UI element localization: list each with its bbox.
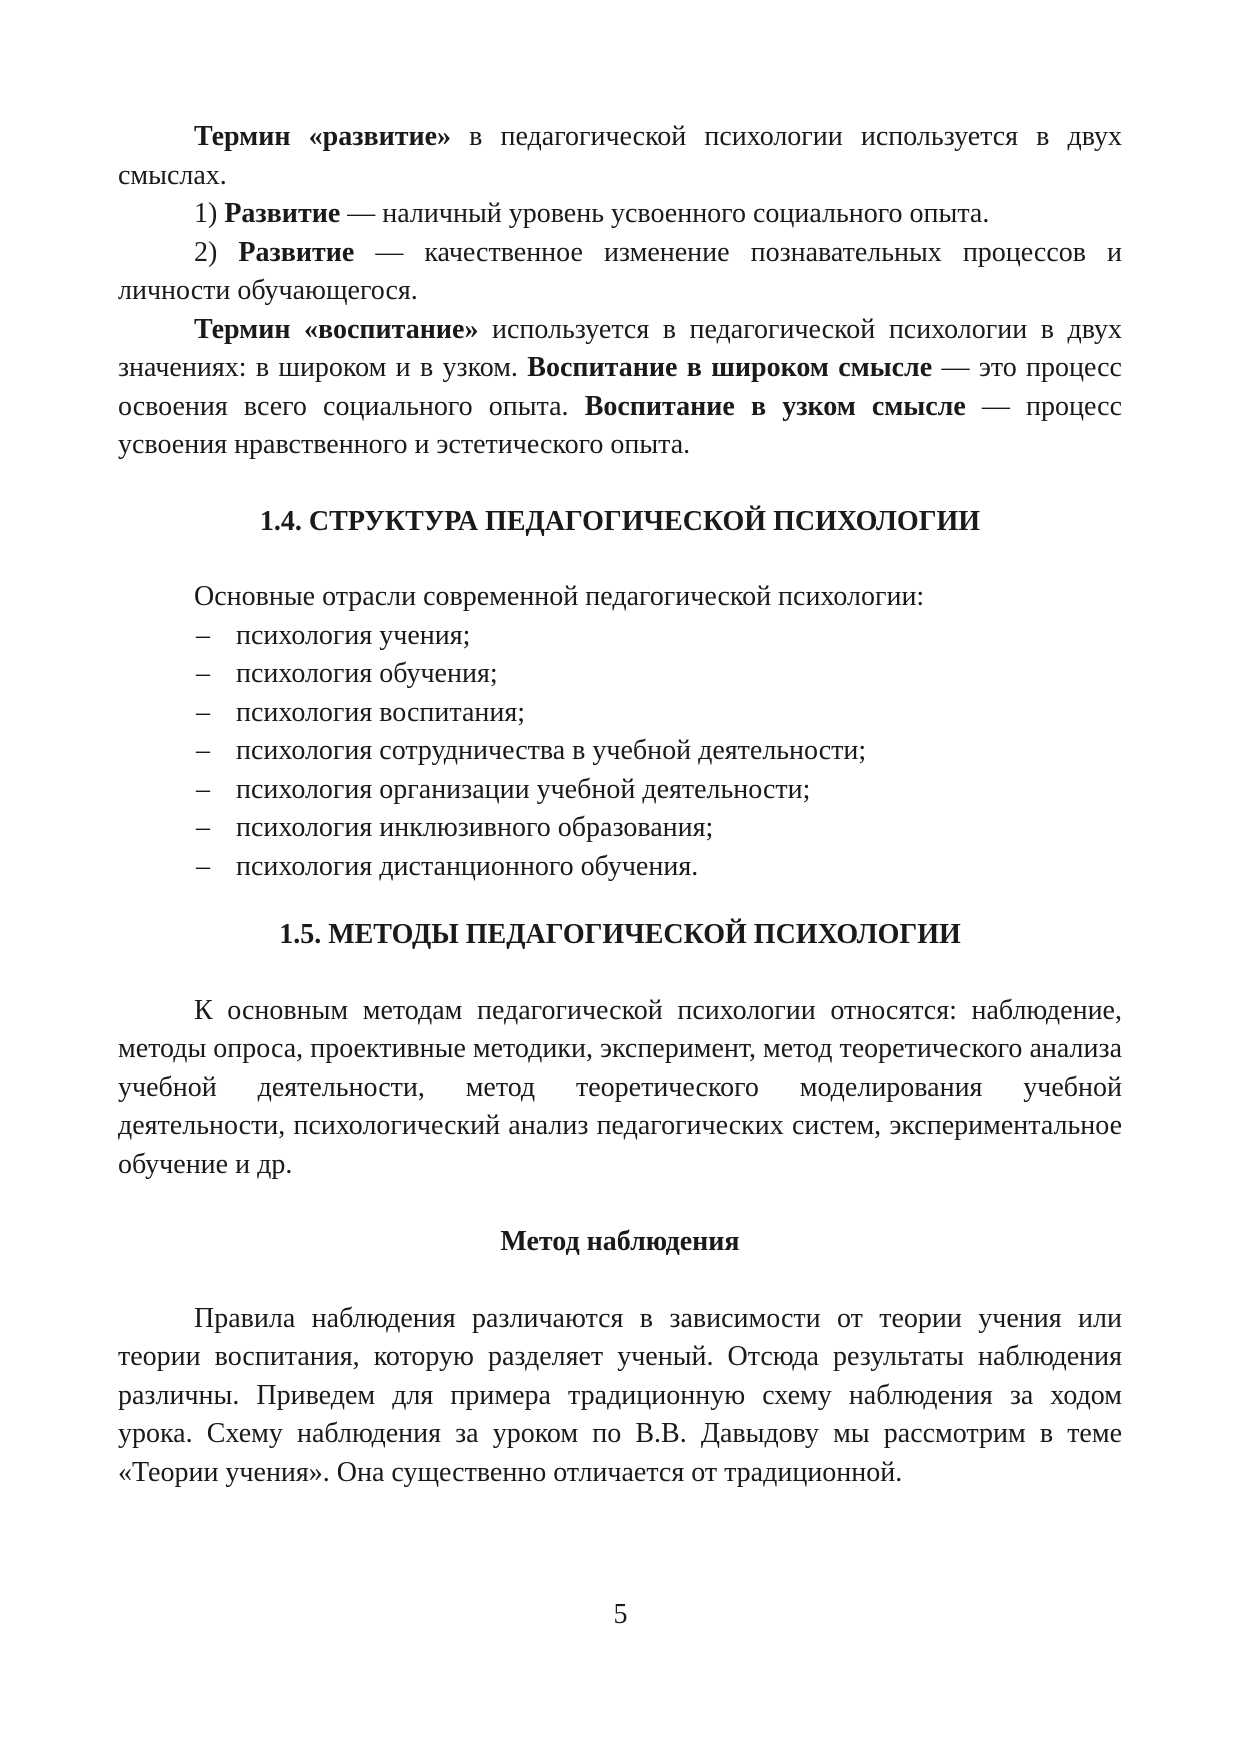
term-development-bold: Термин «развитие»	[194, 121, 452, 152]
term-development-text: в педагогической психологии используется в двух смыслах.	[118, 121, 1122, 191]
term-upbringing-text-2: — это процесс освоения всего социального опыта.	[118, 352, 1122, 422]
section-structure-heading: 1.4. СТРУКТУРА ПЕДАГОГИЧЕСКОЙ ПСИХОЛОГИИ	[259, 505, 981, 537]
dash-bullet: –	[196, 850, 210, 882]
term-development-paragraph	[118, 118, 1122, 195]
branches-list	[118, 617, 1122, 887]
definition-1-text: — наличный уровень усвоенного социального опыта.	[340, 198, 990, 229]
definition-1-term: Развитие	[224, 198, 341, 229]
list-item-text: психология дистанционного обучения.	[236, 850, 699, 882]
list-item-text: психология учения;	[236, 619, 471, 651]
list-item	[118, 655, 1122, 694]
definition-2-text: — качественное изменение познавательных процессов и личности обучающегося.	[118, 236, 1122, 306]
list-item-text: психология организации учебной деятельности;	[236, 773, 811, 805]
definition-2-number: 2)	[194, 236, 239, 268]
definition-2-term: Развитие	[238, 236, 355, 268]
page-body	[118, 118, 1122, 1492]
definition-1-number: 1)	[194, 198, 225, 229]
dash-bullet: –	[196, 735, 210, 766]
dash-bullet: –	[196, 696, 210, 728]
dash-bullet: –	[196, 773, 210, 805]
methods-paragraph: К основным методам педагогической психологии относятся: наблюдение, методы опроса, проективные методики, эксперимент, метод теоретического анализа учебной деятельности, метод теоретического моделирования учебной деятельности, психологический анализ педагогических систем, экспериментальное обучение и др.	[118, 994, 1122, 1180]
term-upbringing-text-1: используется в педагогической психологии в двух значениях: в широком и в узком.	[118, 313, 1123, 383]
upbringing-narrow-bold: Воспитание в узком смысле	[584, 390, 966, 422]
list-item-text: психология обучения;	[236, 658, 498, 689]
list-item	[118, 732, 1122, 771]
development-definition-2	[118, 234, 1122, 311]
term-upbringing-bold: Термин «воспитание»	[194, 313, 479, 345]
upbringing-broad-bold: Воспитание в широком смысле	[527, 352, 933, 383]
structure-lead: Основные отрасли современной педагогической психологии:	[194, 581, 925, 612]
observation-heading: Метод наблюдения	[500, 1226, 740, 1257]
list-item	[118, 617, 1122, 656]
dash-bullet: –	[196, 619, 210, 651]
page-number: 5	[613, 1599, 628, 1630]
dash-bullet: –	[196, 812, 210, 843]
section-methods-heading: 1.5. МЕТОДЫ ПЕДАГОГИЧЕСКОЙ ПСИХОЛОГИИ	[279, 919, 961, 950]
list-item	[118, 771, 1122, 810]
list-item	[118, 694, 1122, 733]
term-upbringing-paragraph	[118, 311, 1122, 465]
term-upbringing-text-3: — процесс усвоения нравственного и эстетического опыта.	[118, 390, 1123, 460]
list-item-text: психология инклюзивного образования;	[236, 812, 714, 843]
observation-paragraph: Правила наблюдения различаются в зависимости от теории учения или теории воспитания, которую разделяет ученый. Отсюда результаты наблюдения различны. Приведем для примера традиционную схему наблюдения за ходом урока. Схему наблюдения за уроком по В.В. Давыдову мы рассмотрим в теме «Теории учения». Она существенно отличается от традиционной.	[118, 1302, 1122, 1488]
list-item-text: психология сотрудничества в учебной деятельности;	[236, 735, 867, 766]
development-definition-1	[118, 195, 1122, 234]
dash-bullet: –	[196, 658, 210, 689]
list-item	[118, 848, 1122, 887]
list-item-text: психология воспитания;	[236, 696, 526, 728]
list-item	[118, 809, 1122, 848]
